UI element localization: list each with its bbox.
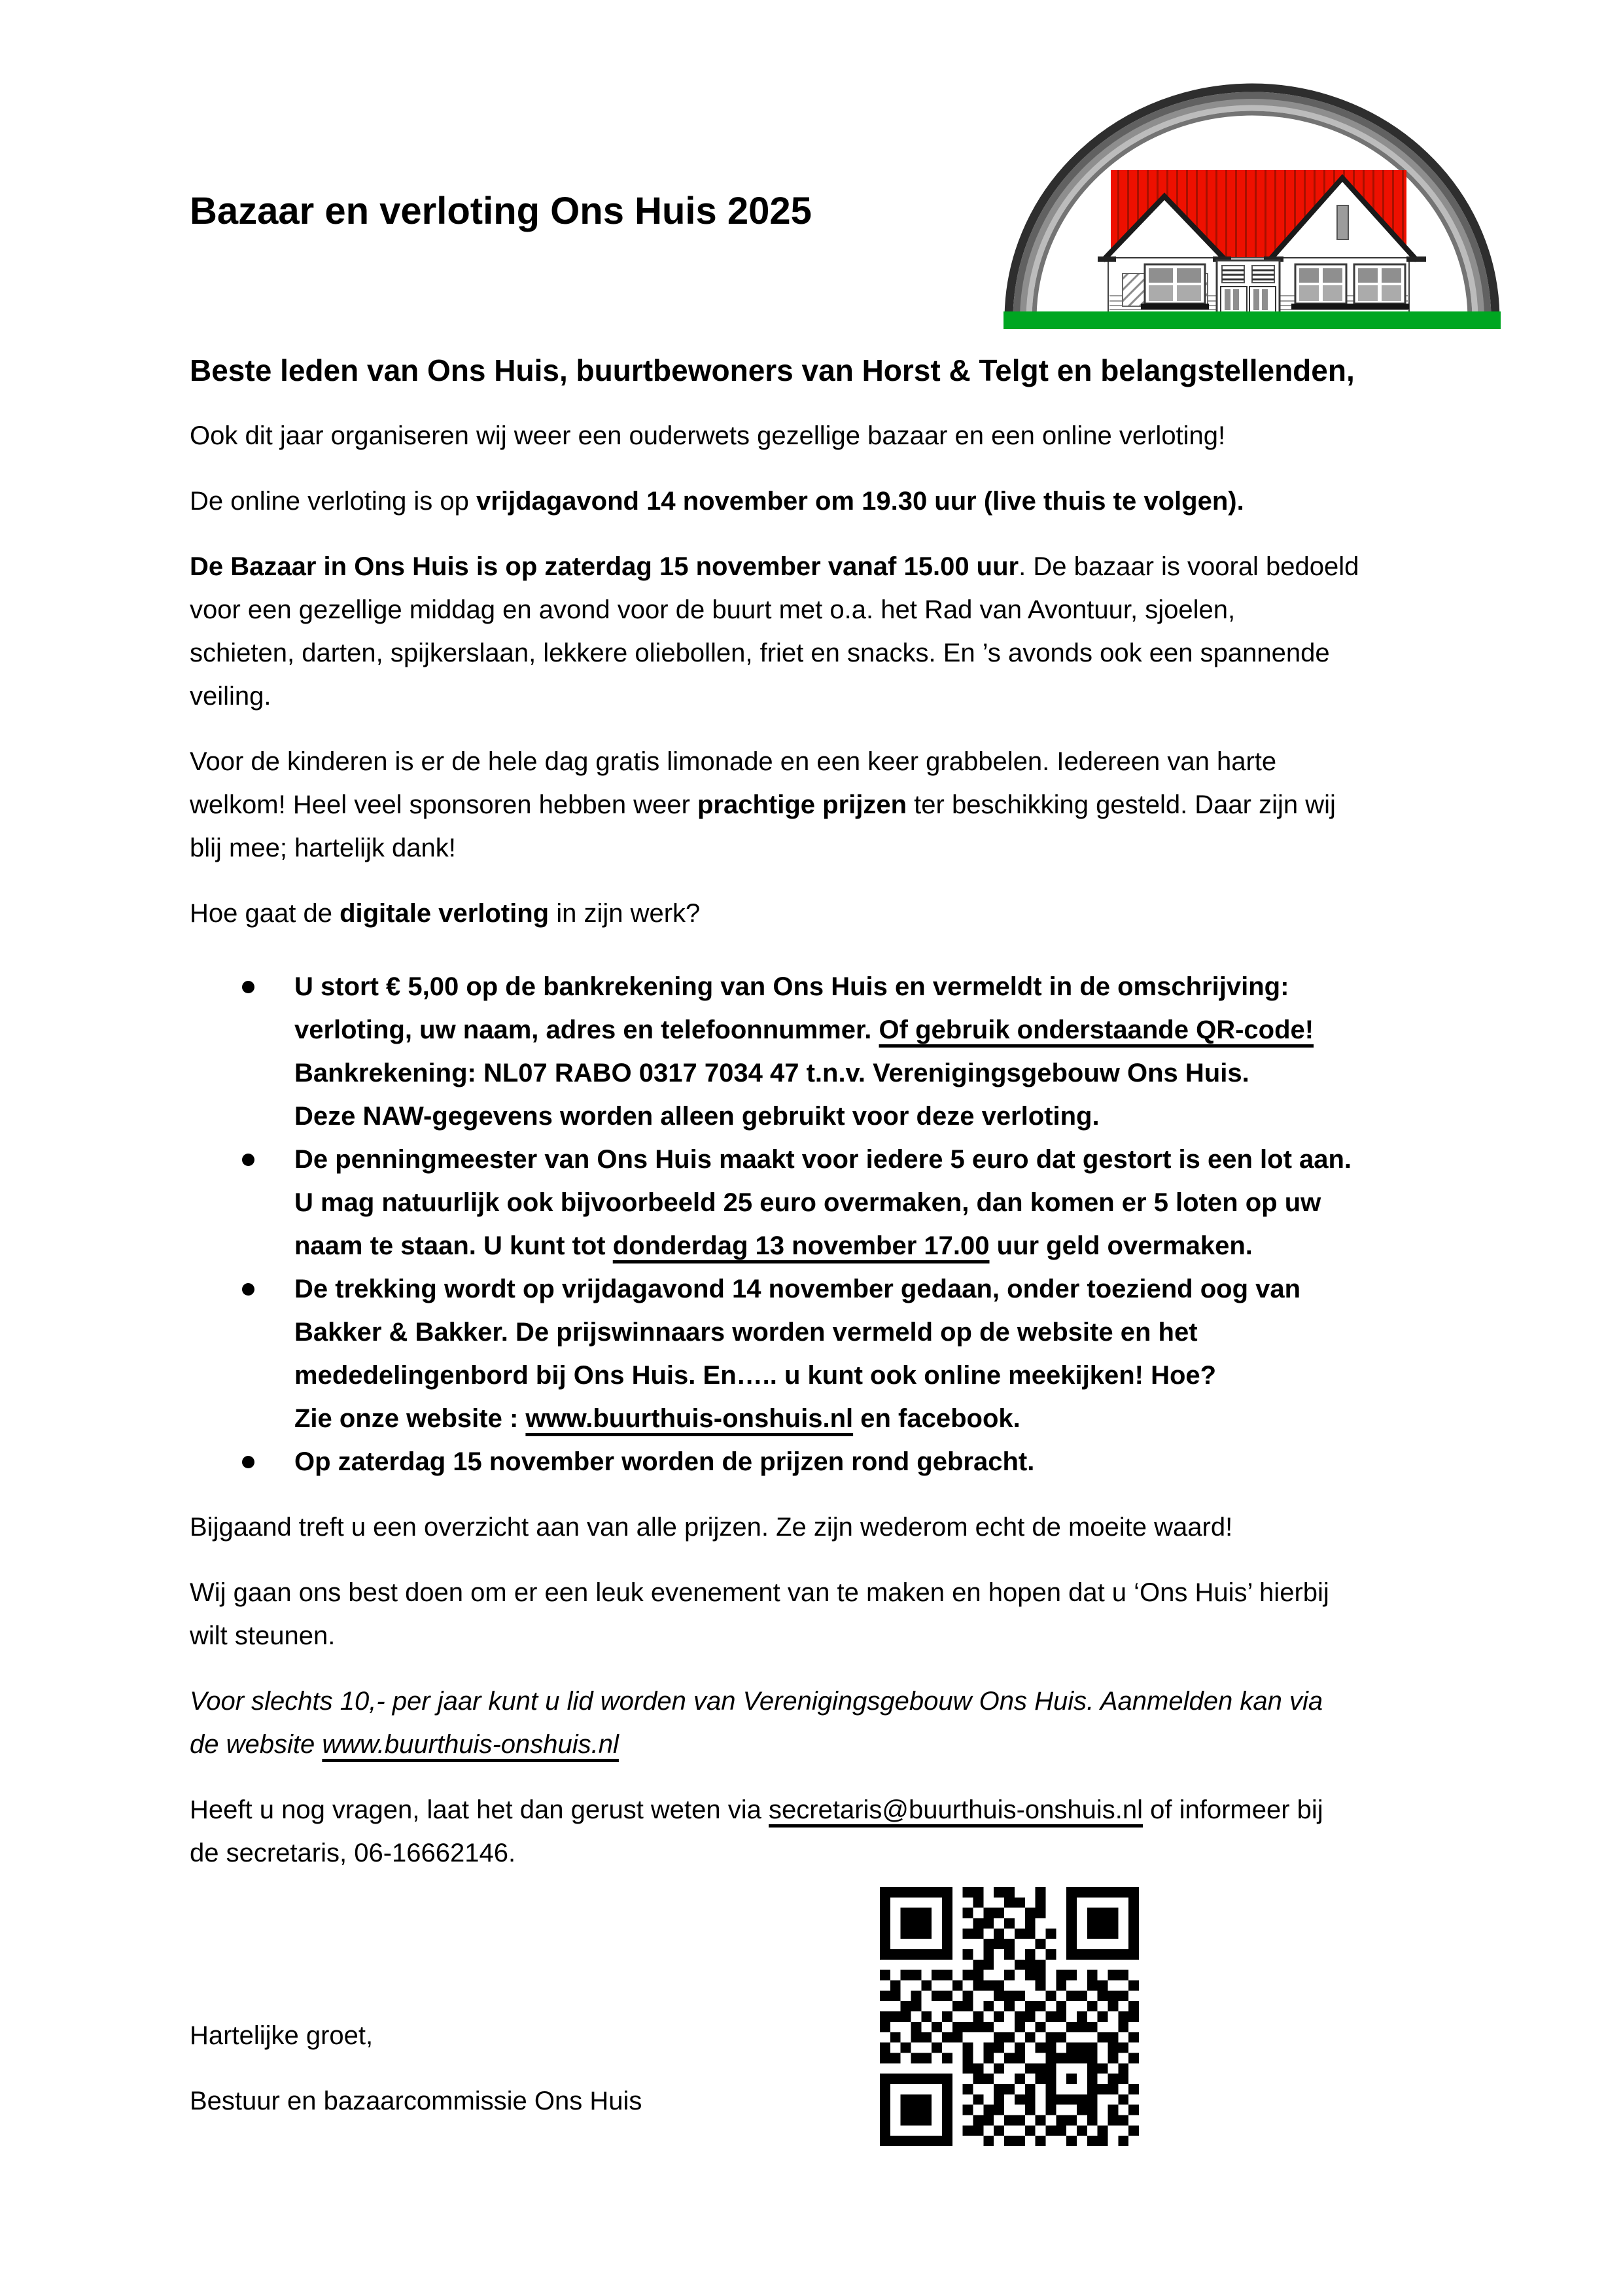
underlined-text: donderdag 13 november 17.00 <box>612 1231 990 1260</box>
website-link[interactable]: www.buurthuis-onshuis.nl <box>525 1404 854 1433</box>
text-run: de website <box>190 1730 323 1759</box>
bullet-item <box>190 965 1505 1138</box>
text-run: Voor de kinderen is er de hele dag gratis limonade en een keer grabbelen. Iedereen van harte <box>190 747 1277 776</box>
email-link[interactable]: secretaris@buurthuis-onshuis.nl <box>769 1795 1143 1824</box>
paragraph <box>190 1680 1505 1766</box>
text-line <box>190 892 1505 935</box>
bullet-item <box>190 1138 1505 1267</box>
text-run: voor een gezellige middag en avond voor de buurt met o.a. het Rad van Avontuur, sjoelen, <box>190 595 1236 624</box>
text-run: of informeer bij <box>1143 1795 1323 1824</box>
text-line <box>294 1224 1505 1267</box>
bullet-icon <box>242 1456 254 1468</box>
paragraph <box>190 1788 1505 1875</box>
text-line <box>294 1138 1505 1181</box>
text-run: welkom! Heel veel sponsoren hebben weer <box>190 790 697 819</box>
text-run: vrijdagavond 14 november om 19.30 uur (live thuis te volgen). <box>476 487 1244 516</box>
text-line <box>190 783 1505 826</box>
text-line <box>190 1680 1505 1723</box>
website-link[interactable]: www.buurthuis-onshuis.nl <box>322 1730 619 1759</box>
paragraph <box>190 414 1505 457</box>
closing-salutation: Hartelijke groet, <box>190 2021 374 2050</box>
salutation-heading: Beste leden van Ons Huis, buurtbewoners van Horst & Telgt en belangstellenden, <box>190 353 1355 387</box>
paragraph <box>190 1571 1505 1657</box>
text-run: mededelingenbord bij Ons Huis. En….. u kunt ook online meekijken! Hoe? <box>294 1361 1217 1390</box>
text-line <box>294 1311 1505 1354</box>
text-line <box>190 1831 1505 1875</box>
text-line <box>190 480 1505 523</box>
text-run: De penningmeester van Ons Huis maakt voor iedere 5 euro dat gestort is een lot aan. <box>294 1145 1352 1174</box>
text-run: Bijgaand treft u een overzicht aan van alle prijzen. Ze zijn wederom echt de moeite waard! <box>190 1513 1233 1542</box>
text-line <box>190 675 1505 718</box>
text-run: De online verloting is op <box>190 487 477 516</box>
text-line <box>294 1051 1505 1095</box>
text-run: prachtige prijzen <box>697 790 907 819</box>
text-run: veiling. <box>190 682 271 711</box>
text-run: Zie onze website : <box>294 1404 526 1433</box>
text-line <box>294 1008 1505 1051</box>
text-run: De Bazaar in Ons Huis is op zaterdag 15 november vanaf 15.00 uur <box>190 552 1019 581</box>
text-run: . De bazaar is vooral bedoeld <box>1019 552 1359 581</box>
text-run: Bankrekening: NL07 RABO 0317 7034 47 t.n.v. Verenigingsgebouw Ons Huis. <box>294 1059 1249 1087</box>
bullet-icon <box>242 981 254 993</box>
bullet-icon <box>242 1154 254 1166</box>
text-line <box>190 1788 1505 1831</box>
text-line <box>190 414 1505 457</box>
document-title: Bazaar en verloting Ons Huis 2025 <box>190 190 812 232</box>
closing-signature: Bestuur en bazaarcommissie Ons Huis <box>190 2087 642 2115</box>
letter-content <box>190 0 1505 1875</box>
underlined-text: Of gebruik onderstaande QR-code! <box>879 1016 1314 1044</box>
bullet-list <box>190 965 1505 1483</box>
text-line <box>294 1267 1505 1311</box>
text-run: digitale verloting <box>340 899 550 928</box>
text-line <box>190 1723 1505 1766</box>
text-run: naam te staan. U kunt tot <box>294 1231 613 1260</box>
text-line <box>294 965 1505 1008</box>
paragraph <box>190 480 1505 523</box>
text-run: verloting, uw naam, adres en telefoonnummer. <box>294 1016 879 1044</box>
text-line <box>190 1506 1505 1549</box>
text-run: Heeft u nog vragen, laat het dan gerust weten via <box>190 1795 769 1824</box>
text-run: Wij gaan ons best doen om er een leuk evenement van te maken en hopen dat u ‘Ons Huis’ hierbij <box>190 1578 1329 1607</box>
text-run: Ook dit jaar organiseren wij weer een ouderwets gezellige bazaar en een online verloting! <box>190 421 1226 450</box>
text-line <box>294 1440 1505 1483</box>
qr-code <box>880 1887 1139 2146</box>
text-line <box>190 545 1505 588</box>
bullet-item <box>190 1267 1505 1440</box>
text-run: Voor slechts 10,- per jaar kunt u lid worden van Verenigingsgebouw Ons Huis. Aanmelden kan via <box>190 1687 1323 1716</box>
text-run: de secretaris, 06-16662146. <box>190 1839 516 1867</box>
paragraph <box>190 740 1505 870</box>
paragraph <box>190 1506 1505 1549</box>
text-run: uur geld overmaken. <box>989 1231 1253 1260</box>
text-run: U stort € 5,00 op de bankrekening van Ons Huis en vermeldt in de omschrijving: <box>294 972 1289 1001</box>
paragraph <box>190 545 1505 718</box>
paragraph <box>190 892 1505 935</box>
text-run: ter beschikking gesteld. Daar zijn wij <box>907 790 1336 819</box>
bullet-item <box>190 1440 1505 1483</box>
text-line <box>294 1181 1505 1224</box>
text-run: blij mee; hartelijk dank! <box>190 834 456 862</box>
text-line <box>190 826 1505 870</box>
text-line <box>190 588 1505 631</box>
text-line <box>294 1397 1505 1440</box>
text-run: Hoe gaat de <box>190 899 340 928</box>
text-line <box>294 1095 1505 1138</box>
text-run: wilt steunen. <box>190 1621 336 1650</box>
bullet-icon <box>242 1283 254 1296</box>
text-run: Op zaterdag 15 november worden de prijzen rond gebracht. <box>294 1447 1035 1476</box>
text-line <box>190 1571 1505 1614</box>
text-run: in zijn werk? <box>549 899 701 928</box>
text-run: Bakker & Bakker. De prijswinnaars worden vermeld op de website en het <box>294 1318 1198 1347</box>
text-run: Deze NAW-gegevens worden alleen gebruikt voor deze verloting. <box>294 1102 1100 1131</box>
text-run: U mag natuurlijk ook bijvoorbeeld 25 euro overmaken, dan komen er 5 loten op uw <box>294 1188 1321 1217</box>
text-run: schieten, darten, spijkerslaan, lekkere oliebollen, friet en snacks. En ’s avonds ook een spannende <box>190 639 1330 667</box>
text-line <box>190 1614 1505 1657</box>
document-body <box>190 414 1505 1875</box>
text-run: en facebook. <box>853 1404 1021 1433</box>
text-line <box>294 1354 1505 1397</box>
text-line <box>190 631 1505 675</box>
closing-block <box>190 2014 642 2123</box>
text-run: De trekking wordt op vrijdagavond 14 november gedaan, onder toeziend oog van <box>294 1275 1301 1303</box>
text-line <box>190 740 1505 783</box>
